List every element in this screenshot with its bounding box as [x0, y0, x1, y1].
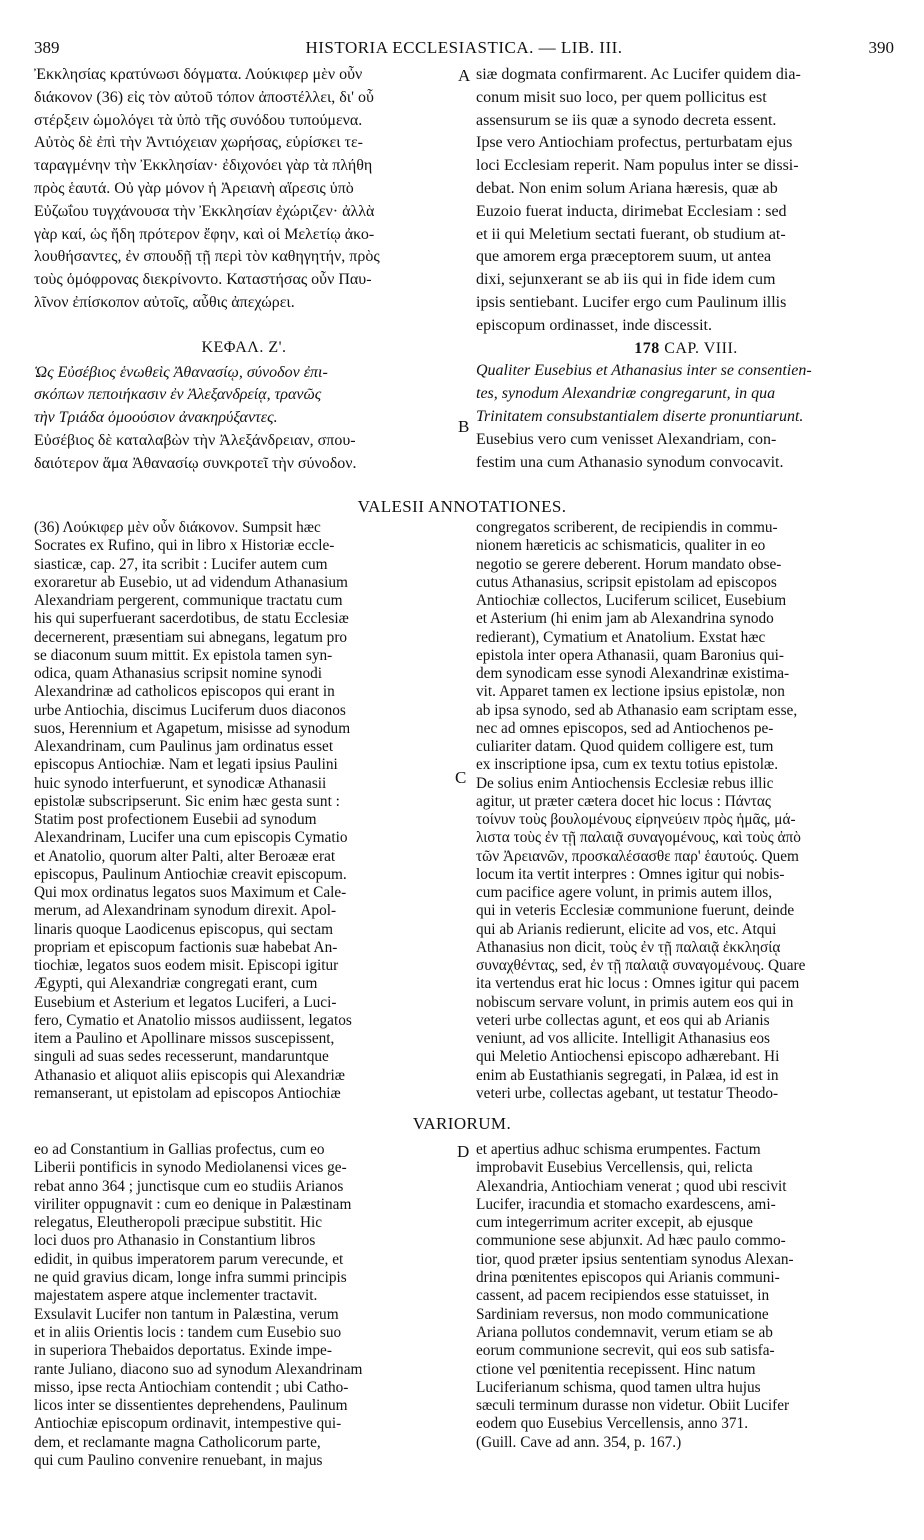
annotation-line: fero, Cymatio et Anatolio missos audiissent, legatos — [34, 1011, 352, 1029]
variorum-line: (Guill. Cave ad ann. 354, p. 167.) — [476, 1433, 682, 1451]
page-number-left: 389 — [34, 38, 60, 57]
annotation-line: nionem hæreticis ac schismaticis, qualiter in eo — [476, 537, 766, 555]
page-number-right: 390 — [868, 38, 894, 57]
annotation-line: τῶν Ἀρειανῶν, προσκαλέσασθε παρ' ἑαυτούς. Quem — [476, 847, 799, 865]
variorum-right-column — [476, 1141, 896, 1452]
latin-text-line: ipsis sentiebant. Lucifer ergo cum Paulinum illis — [476, 293, 787, 311]
latin-paragraph — [476, 64, 896, 338]
greek-text-line: στέρξειν ὡμολόγει τὰ ὑπὸ τῆς συνόδου τυπούμενα. — [34, 111, 363, 129]
greek-text-line: λῖνον ἐπίσκοπον αὐτοῖς, αὖθις ἀπεχώρει. — [34, 293, 295, 311]
annotation-line: odica, quam Athanasius scripsit nomine synodi — [34, 665, 323, 682]
annotation-line: decernerent, præsentiam sui abnegans, legatum pro — [34, 628, 348, 646]
annotation-line: siasticæ, cap. 27, ita scribit : Lucifer autem cum — [34, 555, 328, 573]
variorum-line: misso, ipse recta Antiochiam contendit ; ubi Catho- — [34, 1378, 349, 1396]
latin-text-line: festim una cum Athanasio synodum convocavit. — [476, 453, 784, 471]
valesii-left-column — [34, 519, 454, 1103]
variorum-line: ctione vel pœnitentia recepissent. Hinc natum — [476, 1360, 756, 1378]
annotation-line: episcopus Antiochiæ. Nam et legati ipsius Paulini — [34, 756, 338, 774]
latin-chapter-label: CAP. VIII. — [664, 339, 738, 357]
greek-text-line: γὰρ καί, ὡς ἤδη πρότερον ἔφην, καὶ οἱ Μελετίῳ ἀκο- — [34, 225, 375, 243]
variorum-line: Antiochiæ episcopum ordinavit, intempestive qui- — [34, 1415, 342, 1433]
greek-text-line: πρὸς ἑαυτά. Οὐ γὰρ μόνον ἡ Ἀρειανὴ αἵρεσις ὑπὸ — [34, 179, 354, 197]
variorum-line: majestatem aspere atque inclementer tractavit. — [34, 1287, 318, 1305]
annotation-line: ita vertendus erat hic locus : Omnes igitur qui pacem — [476, 975, 800, 993]
annotation-line: Athanasio et aliquot aliis episcopis qui Alexandriæ — [34, 1066, 345, 1084]
running-header — [34, 38, 894, 60]
latin-text-line: siæ dogmata confirmarent. Ac Lucifer quidem dia- — [476, 66, 801, 83]
variorum-line: dem, et reclamante magna Catholicorum parte, — [34, 1433, 321, 1451]
annotation-line: (36) Λούκιφερ μὲν οὖν διάκονον. Sumpsit hæc — [34, 519, 321, 536]
latin-text-line: debat. Non enim solum Ariana hæresis, quæ ab — [476, 179, 778, 197]
variorum-line: Ariana pollutos condemnavit, verum etiam se ab — [476, 1323, 773, 1341]
annotation-line: epistolæ subscripserunt. Sic enim hæc gesta sunt : — [34, 792, 340, 810]
variorum-line: in superiora Thebaidos deportatus. Exinde impe- — [34, 1342, 332, 1360]
variorum-line: cassent, ad pacem recipiendos esse statuisset, in — [476, 1287, 770, 1305]
annotation-line: his qui superfuerant sacerdotibus, de statu Ecclesiæ — [34, 610, 349, 628]
greek-summary-line: Ὡς Εὐσέβιος ἑνωθεὶς Ἀθανασίῳ, σύνοδον ἐπι- — [34, 363, 328, 381]
variorum-line: Sardiniam reversus, non modo communicatione — [476, 1305, 769, 1323]
latin-text-line: conum misit suo loco, per quem pollicitus est — [476, 88, 767, 106]
annotation-line: cum pacifice agere volunt, in primis autem illos, — [476, 884, 773, 901]
greek-text-line: Εὐζωΐου τυγχάνουσα τὴν Ἐκκλησίαν ἐχώριζεν· ἀλλὰ — [34, 202, 375, 220]
annotation-line: nec ad omnes episcopos, sed ad Antiochenos pe- — [476, 719, 774, 737]
variorum-line: improbavit Eusebius Vercellensis, qui, relicta — [476, 1159, 753, 1177]
greek-chapter-heading: ΚΕΦΑΛ. Ζ'. — [201, 338, 287, 356]
annotation-line: qui ab Arianis redierunt, elicite ad vos, etc. Atqui — [476, 920, 777, 938]
greek-text-line: δαιότερον ἅμα Ἀθανασίῳ συνκροτεῖ τὴν σύνοδον. — [34, 454, 357, 472]
latin-summary-line: Qualiter Eusebius et Athanasius inter se consentien- — [476, 362, 812, 380]
valesii-right-column — [476, 519, 896, 1103]
annotation-line: suos, Herennium et Agapetum, misisse ad synodum — [34, 719, 351, 737]
latin-text-column — [476, 64, 896, 474]
margin-marker-d: D — [457, 1142, 470, 1161]
greek-text-column — [34, 64, 454, 476]
valesii-heading: VALESII ANNOTATIONES. — [357, 497, 567, 516]
greek-paragraph-after — [34, 430, 454, 476]
variorum-line: eo ad Constantium in Gallias profectus, cum eo — [34, 1141, 325, 1158]
greek-text-line: ταραγμένην τὴν Ἐκκλησίαν· ἐδιχονόει γὰρ τὰ πλήθη — [34, 157, 373, 175]
annotation-line: merum, ad Alexandrinam synodum direxit. Apol- — [34, 902, 337, 920]
greek-text-line: Εὐσέβιος δὲ καταλαβὼν τὴν Ἀλεξάνδρειαν, σπου- — [34, 431, 356, 449]
annotation-line: et Anatolio, quorum alter Palti, alter Beroææ erat — [34, 847, 336, 865]
annotation-line: remanserant, ut epistolam ad episcopos Antiochiæ — [34, 1084, 341, 1102]
variorum-left-column — [34, 1141, 454, 1470]
greek-text-line: διάκονον (36) εἰς τὸν αὐτοῦ τόπον ἀποστέλλει, δι' οὗ — [34, 88, 374, 106]
annotation-line: Alexandriam pergerent, communique tractatu cum — [34, 592, 343, 609]
annotation-line: Qui mox ordinatus legatos suos Maximum et Cale- — [34, 884, 347, 901]
annotation-line: dem synodicam esse synodi Alexandrinæ existima- — [476, 665, 790, 682]
annotation-line: negotio se gerere deberent. Horum mandato obse- — [476, 555, 782, 573]
greek-text-line: τοὺς ὁμόφρονας διεκρίνοντο. Καταστήσας οὖν Παυ- — [34, 271, 372, 289]
annotation-line: culiariter datam. Quod quidem colligere est, tum — [476, 738, 774, 755]
annotation-line: Ægypti, qui Alexandriæ congregati erant, cum — [34, 975, 318, 993]
greek-text-line: Αὐτὸς δὲ ἐπὶ τὴν Ἀντιόχειαν χωρήσας, εὑρίσκει τε- — [34, 134, 363, 152]
variorum-line: rante Juliano, diacono suo ad synodum Alexandrinam — [34, 1360, 363, 1378]
variorum-line: qui cum Paulino convenire renuebant, in majus — [34, 1452, 323, 1470]
variorum-line: cum integerrimum acriter excepit, ab ejusque — [476, 1214, 753, 1232]
variorum-line: licos inter se dissentientes deprehendens, Paulinum — [34, 1397, 348, 1415]
variorum-line: et apertius adhuc schisma erumpentes. Factum — [476, 1141, 761, 1158]
annotation-line: Antiochiæ collectos, Luciferum scilicet, Eusebium — [476, 592, 787, 609]
annotation-line: huic synodo interfuerunt, et synodicæ Athanasii — [34, 774, 327, 792]
annotation-line: enim ab Eustathianis segregati, in Palæa, id est in — [476, 1066, 779, 1084]
greek-paragraph — [34, 64, 454, 315]
variorum-line: communione sese abjunxit. Ad hæc paulo commo- — [476, 1232, 786, 1250]
annotation-line: De solius enim Antiochensis Ecclesiæ rebus illic — [476, 774, 774, 792]
annotation-line: συναχθέντας, sed, ἐν τῇ παλαιᾷ συναγομένους. Quare — [476, 957, 806, 974]
annotation-line: veteri urbe, collectas agebant, ut testatur Theodo- — [476, 1084, 779, 1102]
annotation-line: item a Paulino et Apollinare missos suscepissent, — [34, 1030, 335, 1047]
variorum-line: Luciferianum schisma, quod tamen ultra hujus — [476, 1378, 761, 1396]
variorum-line: viriliter oppugnavit : cum eo denique in Palæstinam — [34, 1195, 352, 1213]
annotation-line: qui in veteris Ecclesiæ communione fuerunt, deinde — [476, 902, 795, 920]
variorum-line: relegatus, Eleutheropoli præcipue substitit. Hic — [34, 1214, 323, 1232]
latin-chapter-heading — [476, 338, 896, 361]
annotation-line: Athanasius non dicit, τοὺς ἐν τῇ παλαιᾷ ἐκκλησίᾳ — [476, 938, 781, 956]
variorum-line: et in aliis Orientis locis : tandem cum Eusebio suo — [34, 1323, 342, 1341]
latin-text-line: loci Ecclesiam reperit. Nam populus inter se dissi- — [476, 157, 799, 175]
chapter-sequence-number: 178 — [634, 339, 660, 357]
latin-text-line: et ii qui Meletium sectati fuerant, ob studium at- — [476, 225, 786, 243]
latin-text-line: Ipse vero Antiochiam profectus, perturbatam ejus — [476, 134, 793, 152]
latin-chapter-summary — [476, 360, 896, 428]
annotation-line: congregatos scriberent, de recipiendis in commu- — [476, 519, 778, 536]
annotation-line: exoraretur ab Eusebio, ut ad videndum Athanasium — [34, 573, 348, 591]
latin-text-line: Euzoio fuerat inducta, dirimebat Ecclesiam : sed — [476, 202, 787, 220]
annotation-line: ab ipsa synodo, sed ab Athanasio eam scriptam esse, — [476, 701, 798, 719]
variorum-line: eodem quo Eusebius Vercellensis, anno 371. — [476, 1415, 749, 1433]
latin-text-line: dixi, sejunxerant se ab iis qui in fide idem cum — [476, 271, 776, 289]
annotation-line: urbe Antiochia, discimus Luciferum duos diaconos — [34, 701, 346, 719]
latin-summary-line: tes, synodum Alexandriæ congregarunt, in qua — [476, 385, 776, 403]
greek-summary-line: τὴν Τριάδα ὁμοούσιον ἀνακηρύξαντες. — [34, 409, 278, 427]
variorum-line: tior, quod præter ipsius sententiam synodus Alexan- — [476, 1250, 794, 1268]
annotation-line: cutus Athanasius, scripsit epistolam ad episcopos — [476, 573, 777, 591]
annotation-line: ex inscriptione ipsa, cum ex textu totius epistolæ. — [476, 756, 779, 774]
variorum-line: Lucifer, iracundia et stomacho exardescens, ami- — [476, 1195, 776, 1213]
annotation-line: veniunt, ad vos allicite. Intelligit Athanasius eos — [476, 1030, 770, 1047]
greek-summary-line: σκόπων πεποιήκασιν ἐν Ἀλεξανδρείᾳ, τρανῶς — [34, 386, 322, 404]
annotation-line: tiochiæ, legatos suos eodem misit. Episcopi igitur — [34, 957, 339, 974]
annotation-line: veteri urbe collectas agunt, et eos qui ab Arianis — [476, 1011, 770, 1029]
annotation-line: λιστα τοὺς ἐν τῇ παλαιᾷ συναγομένους, καὶ τοὺς ἀπὸ — [476, 829, 801, 847]
variorum-line: eorum communione secrevit, qui eos sub satisfa- — [476, 1342, 775, 1360]
annotation-line: se diaconum suum mittit. Ex epistola tamen syn- — [34, 646, 333, 664]
variorum-line: edidit, in quibus imperatorem parum verecunde, et — [34, 1250, 344, 1268]
greek-text-line: Ἐκκλησίας κρατύνωσι δόγματα. Λούκιφερ μὲν οὖν — [34, 66, 363, 83]
latin-text-line: episcopum ordinasset, inde discessit. — [476, 316, 712, 334]
annotation-line: τοίνυν τοὺς βουλομένους εἰρηνεύειν πρὸς ἡμᾶς, μά- — [476, 811, 796, 828]
latin-text-line: assensurum se iis quæ a synodo decreta essent. — [476, 111, 777, 129]
margin-marker-a: A — [458, 66, 471, 85]
variorum-line: Alexandria, Antiochiam venerat ; quod ubi rescivit — [476, 1177, 787, 1195]
latin-text-line: Eusebius vero cum venisset Alexandriam, con- — [476, 430, 777, 448]
annotation-line: et Asterium (hi enim jam ab Alexandrina synodo — [476, 610, 774, 628]
annotation-line: locum ita vertit interpres : Omnes igitur qui nobis- — [476, 865, 785, 883]
annotation-line: linaris quoque Laodicenus episcopus, qui sectam — [34, 920, 334, 938]
variorum-line: drina pœnitentes episcopos qui Arianis communi- — [476, 1269, 780, 1287]
variorum-line: sæculi terminum durasse non videtur. Obiit Lucifer — [476, 1397, 790, 1415]
variorum-line: ne quid gravius dicam, longe infra summi principis — [34, 1269, 347, 1287]
variorum-line: Exsulavit Lucifer non tantum in Palæstina, verum — [34, 1305, 339, 1323]
annotation-line: Eusebium et Asterium et legatos Luciferi, a Luci- — [34, 993, 337, 1011]
annotation-line: nobiscum servare volunt, in primis autem eos qui in — [476, 993, 794, 1011]
variorum-line: loci duos pro Athanasio in Constantium libros — [34, 1232, 316, 1250]
variorum-line: rebat anno 364 ; junctisque cum eo studiis Arianos — [34, 1177, 344, 1195]
margin-marker-c: C — [455, 768, 467, 787]
annotation-line: Statim post profectionem Eusebii ad synodum — [34, 811, 317, 828]
annotation-line: redierant), Cymatium et Anatolium. Exstat hæc — [476, 628, 766, 646]
greek-text-line: λουθήσαντες, ἐν σπουδῇ τῇ περὶ τὸν καθηγητήν, πρὸς — [34, 248, 380, 266]
running-title: HISTORIA ECCLESIASTICA. — LIB. III. — [305, 38, 623, 57]
annotation-line: Alexandrinæ ad catholicos episcopos qui erant in — [34, 683, 335, 701]
annotation-line: agitur, ut præter cætera docet hic locus : Πάντας — [476, 792, 771, 810]
variorum-line: Liberii pontificis in synodo Mediolanensi vices ge- — [34, 1159, 347, 1177]
latin-paragraph-after — [476, 429, 896, 475]
annotation-line: singuli ad suas sedes recesserunt, mandaruntque — [34, 1048, 329, 1066]
greek-chapter-summary — [34, 362, 454, 430]
annotation-line: Alexandrinam, cum Paulinus jam ordinatus esset — [34, 738, 334, 755]
annotation-line: propriam et episcopum factionis suæ habebat An- — [34, 938, 338, 956]
latin-summary-line: Trinitatem consubstantialem diserte pronuntiarunt. — [476, 407, 804, 425]
variorum-heading: VARIORUM. — [412, 1114, 512, 1133]
annotation-line: Alexandrinam, Lucifer una cum episcopis Cymatio — [34, 829, 348, 847]
annotation-line: Socrates ex Rufino, qui in libro x Historiæ eccle- — [34, 537, 335, 555]
annotation-line: vit. Apparet tamen ex lectione ipsius epistolæ, non — [476, 683, 785, 701]
annotation-line: episcopus, Paulinum Antiochiæ creavit episcopum. — [34, 865, 347, 883]
margin-marker-b: B — [458, 417, 470, 436]
annotation-line: epistola inter opera Athanasii, quam Baronius qui- — [476, 646, 784, 664]
latin-text-line: que amorem erga præceptorem suum, ut antea — [476, 248, 772, 266]
annotation-line: qui Meletio Antiochensi episcopo adhærebant. Hi — [476, 1048, 780, 1066]
